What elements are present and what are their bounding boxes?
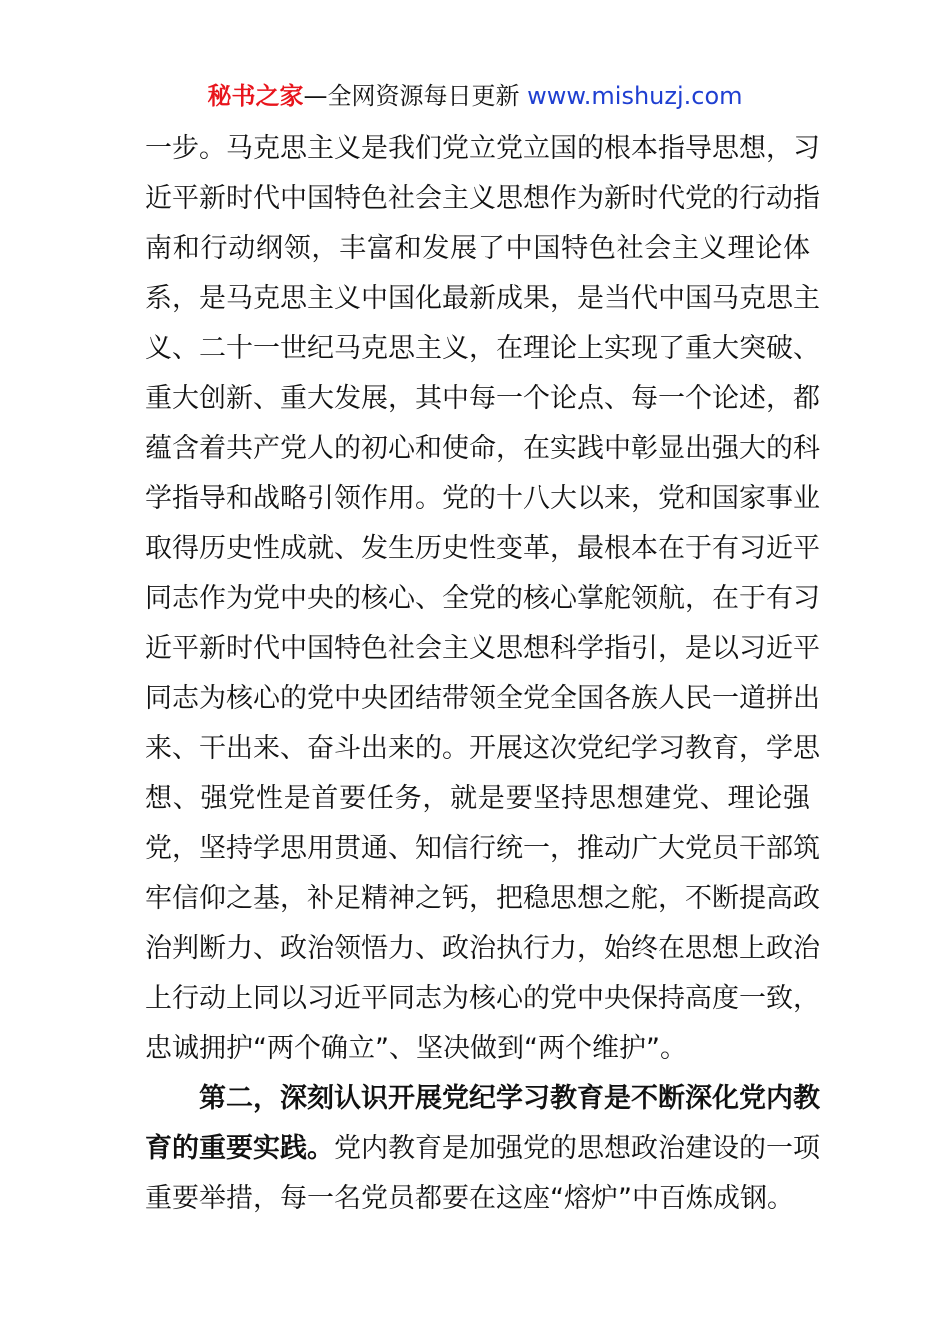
text-line: 蕴含着共产党人的初心和使命，在实践中彰显出强大的科	[145, 433, 820, 464]
paragraph-2	[145, 1074, 820, 1224]
text-line: 系，是马克思主义中国化最新成果，是当代中国马克思主	[145, 283, 820, 314]
site-brand: 秘书之家	[207, 82, 304, 110]
text-line: 重大创新、重大发展，其中每一个论点、每一个论述，都	[145, 383, 820, 414]
section-heading-line: 第二，深刻认识开展党纪学习教育是不断深化党内教	[199, 1083, 820, 1114]
text-line: 忠诚拥护“两个确立”、坚决做到“两个维护”。	[145, 1033, 687, 1064]
text-line: 治判断力、政治领悟力、政治执行力，始终在思想上政治	[145, 933, 820, 964]
text-line: 学指导和战略引领作用。党的十八大以来，党和国家事业	[145, 483, 820, 514]
site-tagline: —全网资源每日更新	[303, 82, 528, 110]
text-line: 同志为核心的党中央团结带领全党全国各族人民一道拼出	[145, 683, 820, 714]
text-line: 近平新时代中国特色社会主义思想科学指引，是以习近平	[145, 633, 820, 664]
text-span: 党内教育是加强党的思想政治建设的一项	[334, 1133, 820, 1164]
text-line: 取得历史性成就、发生历史性变革，最根本在于有习近平	[145, 533, 820, 564]
text-line: 义、二十一世纪马克思主义，在理论上实现了重大突破、	[145, 333, 820, 364]
text-line: 想、强党性是首要任务，就是要坚持思想建党、理论强	[145, 783, 810, 814]
site-url-link[interactable]: www.mishuzj.com	[527, 82, 743, 110]
document-body	[145, 124, 820, 1224]
text-line: 党，坚持学思用贯通、知信行统一，推动广大党员干部筑	[145, 833, 820, 864]
section-heading-tail: 育的重要实践。	[145, 1133, 334, 1164]
text-line: 近平新时代中国特色社会主义思想作为新时代党的行动指	[145, 183, 820, 214]
text-line: 上行动上同以习近平同志为核心的党中央保持高度一致，	[145, 983, 820, 1014]
paragraph-1	[145, 124, 820, 1074]
text-line: 来、干出来、奋斗出来的。开展这次党纪学习教育，学思	[145, 733, 820, 764]
text-line: 同志作为党中央的核心、全党的核心掌舵领航，在于有习	[145, 583, 820, 614]
text-line: 牢信仰之基，补足精神之钙，把稳思想之舵，不断提高政	[145, 883, 820, 914]
site-header	[0, 80, 950, 112]
text-line: 一步。马克思主义是我们党立党立国的根本指导思想，习	[145, 133, 820, 164]
text-line: 重要举措，每一名党员都要在这座“熔炉”中百炼成钢。	[145, 1183, 794, 1214]
text-line: 南和行动纲领，丰富和发展了中国特色社会主义理论体	[145, 233, 810, 264]
text-line	[145, 1124, 820, 1174]
